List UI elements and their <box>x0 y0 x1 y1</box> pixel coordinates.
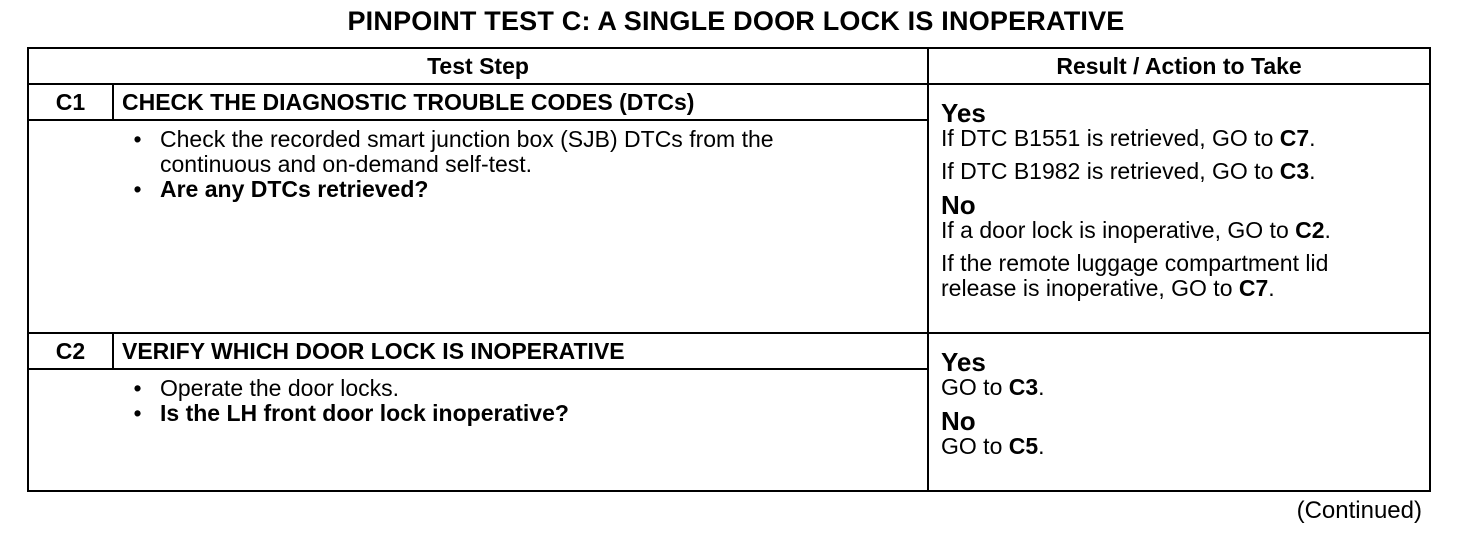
result-line <box>941 218 1419 243</box>
bullet-glyph: • <box>133 126 142 152</box>
result-cell-c2 <box>928 333 1430 491</box>
step-bullet <box>113 401 927 426</box>
step-heading-c2: VERIFY WHICH DOOR LOCK IS INOPERATIVE <box>113 333 928 369</box>
result-text: If DTC B1982 is retrieved, GO to <box>941 158 1280 184</box>
step-body-c1 <box>113 120 928 333</box>
step-question: Is the LH front door lock inoperative? <box>160 400 569 426</box>
blank-cell <box>28 120 113 333</box>
bullet-glyph: • <box>133 375 142 401</box>
step-bullet <box>113 376 927 401</box>
step-reference: C2 <box>1295 217 1325 243</box>
step-bullet <box>113 177 927 202</box>
step-body-c2 <box>113 369 928 491</box>
no-label: No <box>941 190 976 220</box>
blank-cell <box>28 369 113 491</box>
result-text: GO to <box>941 374 1009 400</box>
result-cell-c1 <box>928 84 1430 333</box>
result-line <box>941 126 1419 151</box>
result-text: release is inoperative, GO to <box>941 275 1239 301</box>
step-text: continuous and on-demand self-test. <box>160 151 533 177</box>
yes-label: Yes <box>941 347 986 377</box>
result-text: If DTC B1551 is retrieved, GO to <box>941 125 1280 151</box>
yes-label: Yes <box>941 98 986 128</box>
period: . <box>1268 275 1275 301</box>
step-heading-c1: CHECK THE DIAGNOSTIC TROUBLE CODES (DTCs) <box>113 84 928 120</box>
continued-note: (Continued) <box>1296 497 1422 524</box>
step-reference: C3 <box>1279 158 1310 184</box>
page-title: PINPOINT TEST C: A SINGLE DOOR LOCK IS INOPERATIVE <box>347 6 1125 36</box>
result-text: If the remote luggage compartment lid <box>941 250 1329 276</box>
step-id-c1: C1 <box>28 84 113 120</box>
bullet-glyph: • <box>133 400 142 426</box>
step-question: Are any DTCs retrieved? <box>160 176 429 202</box>
pinpoint-table <box>27 47 1431 492</box>
step-reference: C7 <box>1238 275 1269 301</box>
result-header: Result / Action to Take <box>928 48 1430 84</box>
result-line <box>941 434 1419 459</box>
step-c1-heading-row <box>28 84 1430 120</box>
result-text: If a door lock is inoperative, GO to <box>941 217 1296 243</box>
result-line <box>941 276 1419 301</box>
header-row <box>28 48 1430 84</box>
period: . <box>1309 158 1316 184</box>
period: . <box>1038 433 1045 459</box>
period: . <box>1038 374 1045 400</box>
no-label: No <box>941 406 976 436</box>
result-text: GO to <box>941 433 1009 459</box>
step-reference: C3 <box>1008 374 1039 400</box>
step-reference: C7 <box>1279 125 1310 151</box>
period: . <box>1309 125 1316 151</box>
step-text: Check the recorded smart junction box (SJB) DTCs from the <box>160 126 774 152</box>
result-line <box>941 375 1419 400</box>
step-text: Operate the door locks. <box>160 375 400 401</box>
step-c2-heading-row <box>28 333 1430 369</box>
step-bullet <box>113 127 927 177</box>
result-line <box>941 159 1419 184</box>
step-id-c2: C2 <box>28 333 113 369</box>
test-step-header: Test Step <box>28 48 928 84</box>
period: . <box>1324 217 1331 243</box>
step-reference: C5 <box>1008 433 1039 459</box>
bullet-glyph: • <box>133 176 142 202</box>
